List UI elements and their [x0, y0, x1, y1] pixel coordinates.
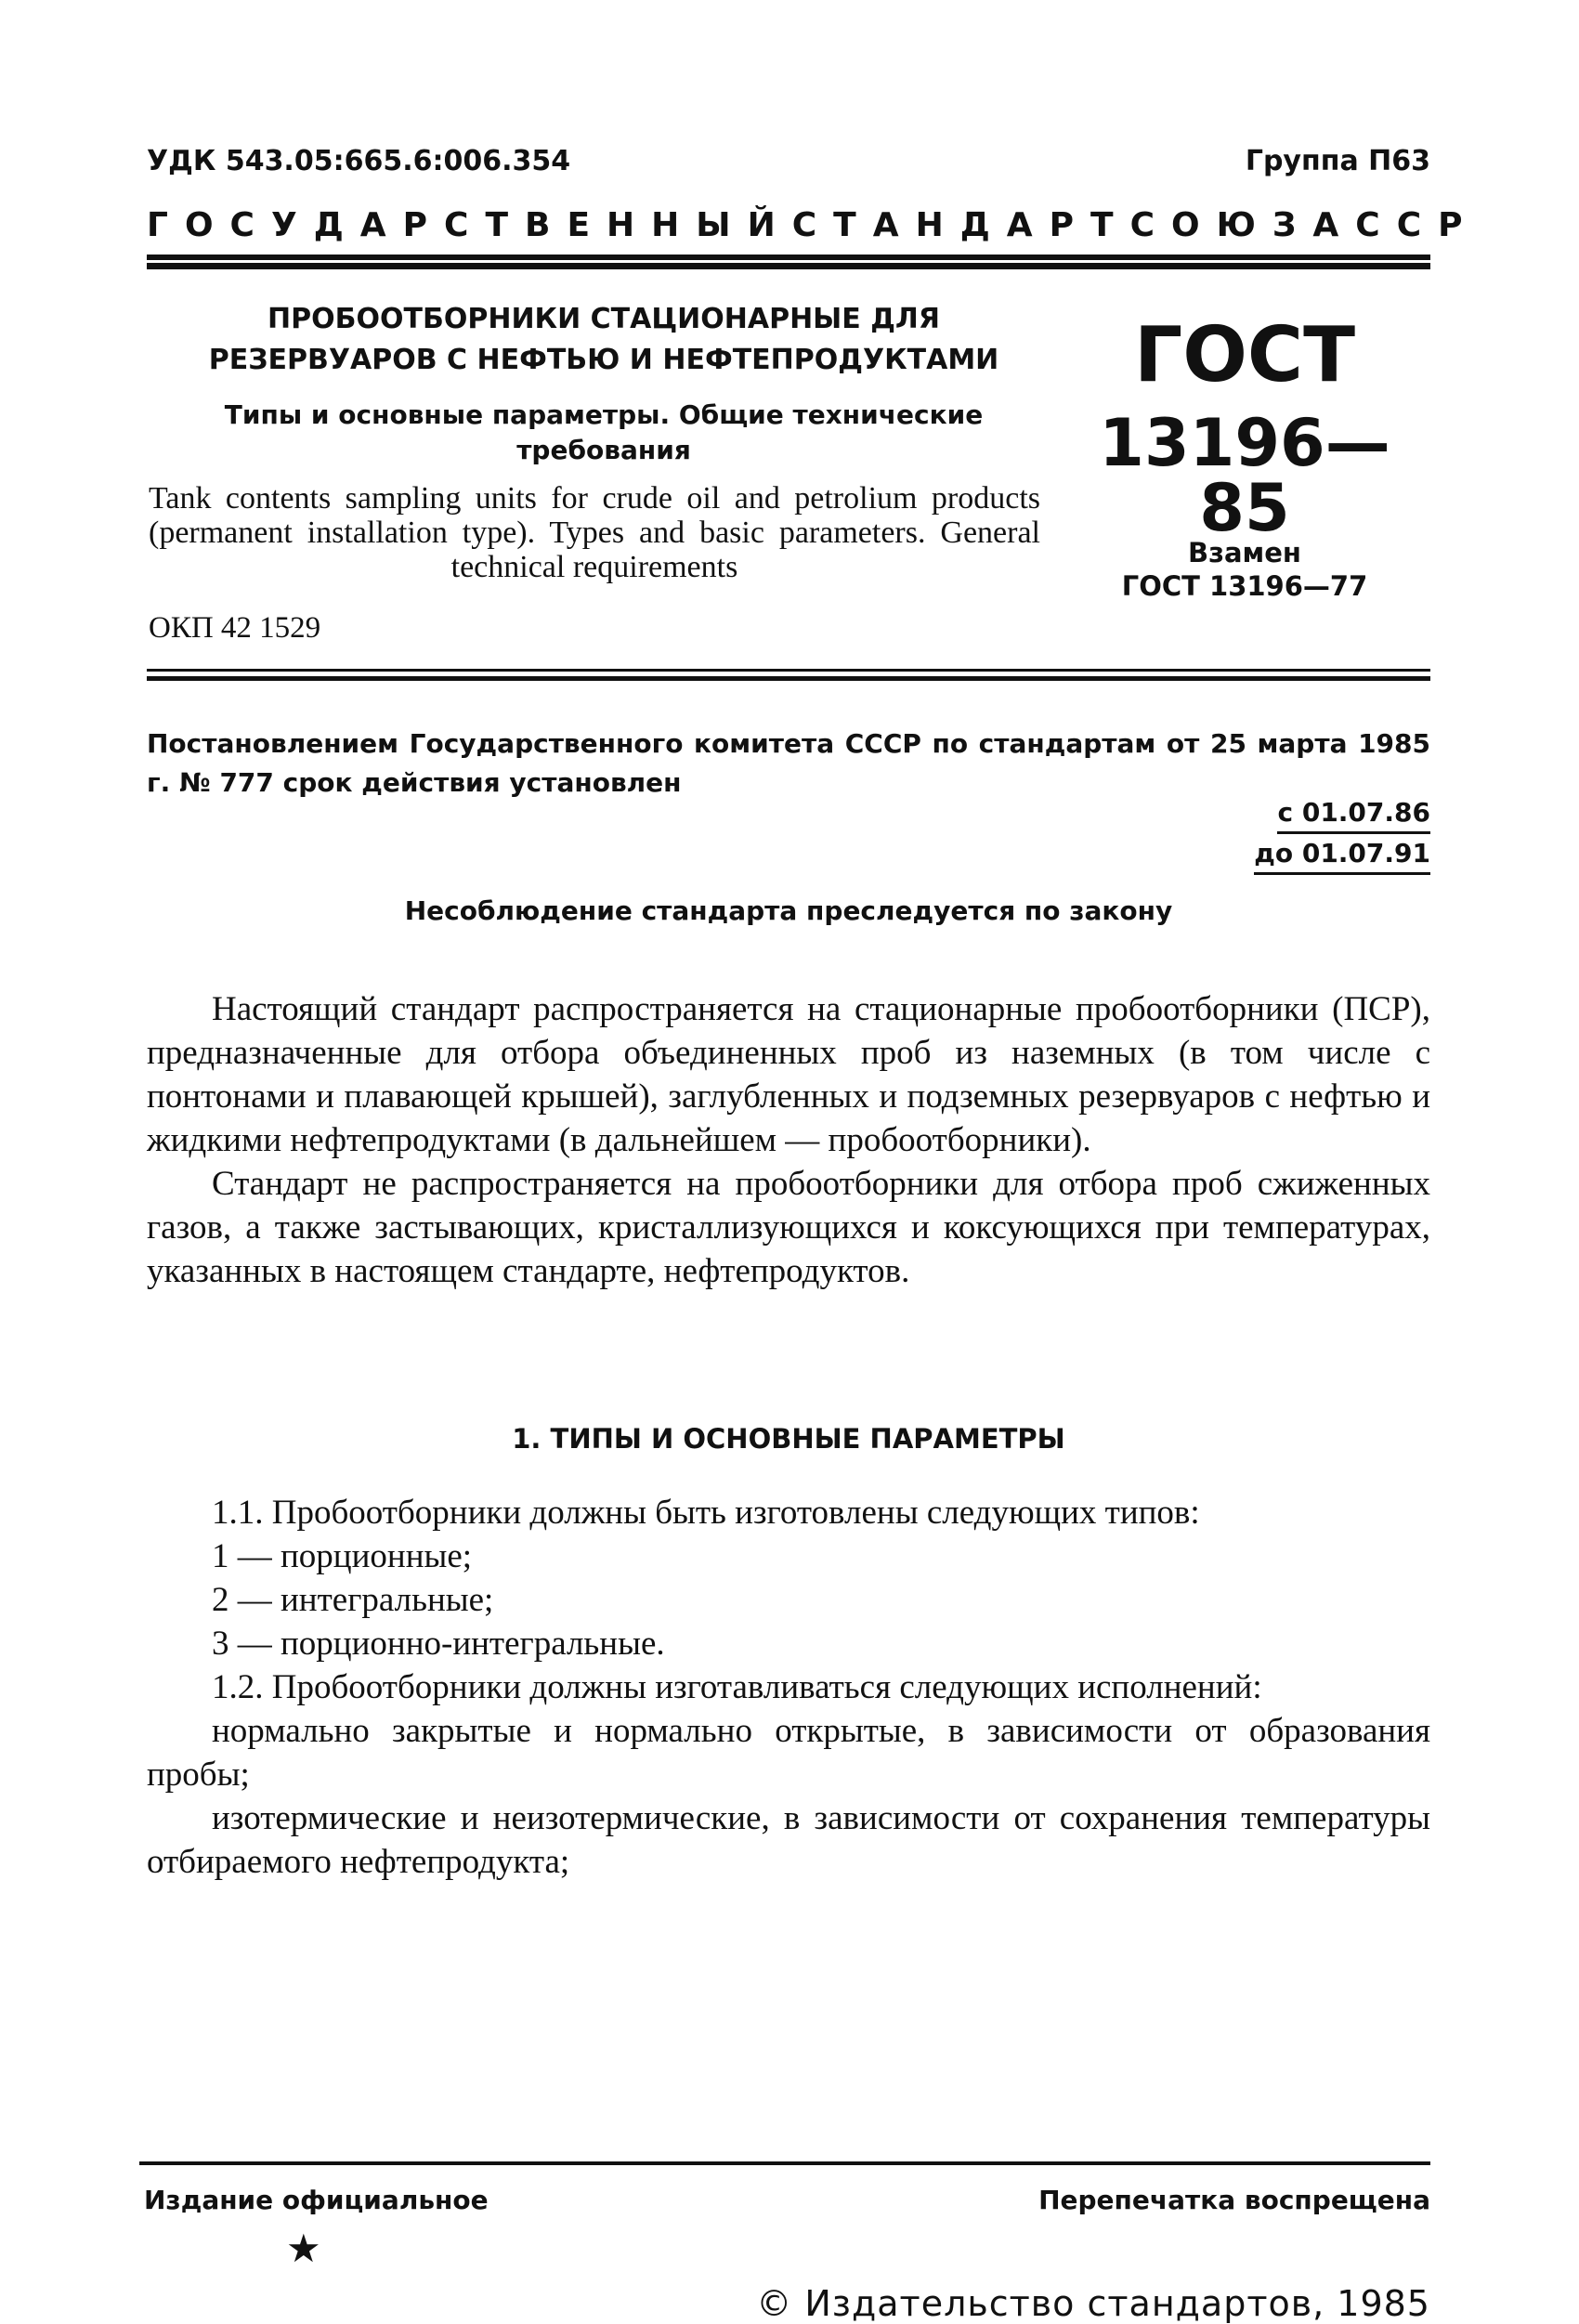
middle-rule: [147, 669, 1430, 672]
banner-word: СТАНДАРТ: [791, 206, 1130, 244]
subtitle-line: Типы и основные параметры. Общие технические: [224, 399, 984, 430]
title-russian: [186, 299, 1022, 381]
non-compliance-notice: Несоблюдение стандарта преследуется по закону: [404, 895, 1173, 926]
list-item: 2 — интегральные;: [212, 1581, 494, 1619]
udk-code: УДК 543.05:665.6:006.354: [147, 145, 571, 177]
valid-from-date: с 01.07.86: [1277, 797, 1430, 834]
intro-section: [147, 987, 1430, 1293]
banner-word: СОЮЗА: [1129, 206, 1356, 244]
list-item: изотермические и неизотермические, в зависимости от сохранения температуры отбираемого нефтепродукта;: [147, 1799, 1430, 1881]
reprint-prohibited-label: Перепечатка воспрещена: [1038, 2185, 1430, 2215]
title-line: ПРОБООТБОРНИКИ СТАЦИОНАРНЫЕ ДЛЯ: [268, 303, 940, 335]
replaced-standard: ГОСТ 13196—77: [1121, 570, 1368, 602]
title-english: Tank contents sampling units for crude oil and petrolium products (permanent installation type). Types and basic parameters. General technical requirements: [149, 481, 1040, 584]
standard-banner: [147, 206, 1480, 244]
section-heading: 1. ТИПЫ И ОСНОВНЫЕ ПАРАМЕТРЫ: [512, 1423, 1065, 1455]
section-body: [147, 1491, 1430, 1884]
middle-rule: [147, 676, 1430, 681]
top-rule: [147, 263, 1430, 269]
copyright-notice: © Издательство стандартов, 1985: [756, 2283, 1430, 2324]
subtitle-russian: [186, 398, 1022, 468]
group-code: Группа П63: [1245, 145, 1430, 177]
banner-word: ССР: [1355, 206, 1480, 244]
resolution-text: Постановлением Государственного комитета СССР по стандартам от 25 марта 1985 г. № 777 срок действия установлен: [147, 728, 1430, 798]
okp-code: ОКП 42 1529: [149, 611, 321, 645]
list-item: 3 — порционно-интегральные.: [212, 1625, 665, 1663]
paragraph: 1.1. Пробоотборники должны быть изготовлены следующих типов:: [212, 1494, 1200, 1532]
paragraph: Стандарт не распространяется на пробоотборники для отбора проб сжиженных газов, а также застывающих, кристаллизующихся и коксующихся при температурах, указанных в настоящем стандарте, нефтепродуктов.: [147, 1165, 1430, 1290]
top-rule: [147, 255, 1430, 260]
official-edition-label: Издание официальное: [144, 2185, 489, 2215]
footer-rule: [139, 2161, 1430, 2165]
title-line: РЕЗЕРВУАРОВ С НЕФТЬЮ И НЕФТЕПРОДУКТАМИ: [208, 344, 999, 376]
subtitle-line: требования: [516, 435, 691, 465]
paragraph: Настоящий стандарт распространяется на стационарные пробоотборники (ПСР), предназначенные для отбора объединенных проб из наземных (в том числе с понтонами и плавающей крышей), заглубленных и подземных резервуаров с нефтью и жидкими нефтепродуктами (в дальнейшем — пробоотборники).: [147, 990, 1430, 1159]
list-item: 1 — порционные;: [212, 1537, 473, 1575]
gost-label: ГОСТ: [1133, 311, 1356, 399]
banner-word: ГОСУДАРСТВЕННЫЙ: [147, 206, 792, 244]
gost-number: 13196—85: [1099, 405, 1390, 546]
replaces-label: Взамен: [1188, 537, 1301, 568]
paragraph: 1.2. Пробоотборники должны изготавливаться следующих исполнений:: [212, 1668, 1262, 1706]
valid-to-date: до 01.07.91: [1254, 838, 1430, 875]
star-icon: ★: [286, 2226, 321, 2271]
list-item: нормально закрытые и нормально открытые, в зависимости от образования пробы;: [147, 1712, 1430, 1794]
